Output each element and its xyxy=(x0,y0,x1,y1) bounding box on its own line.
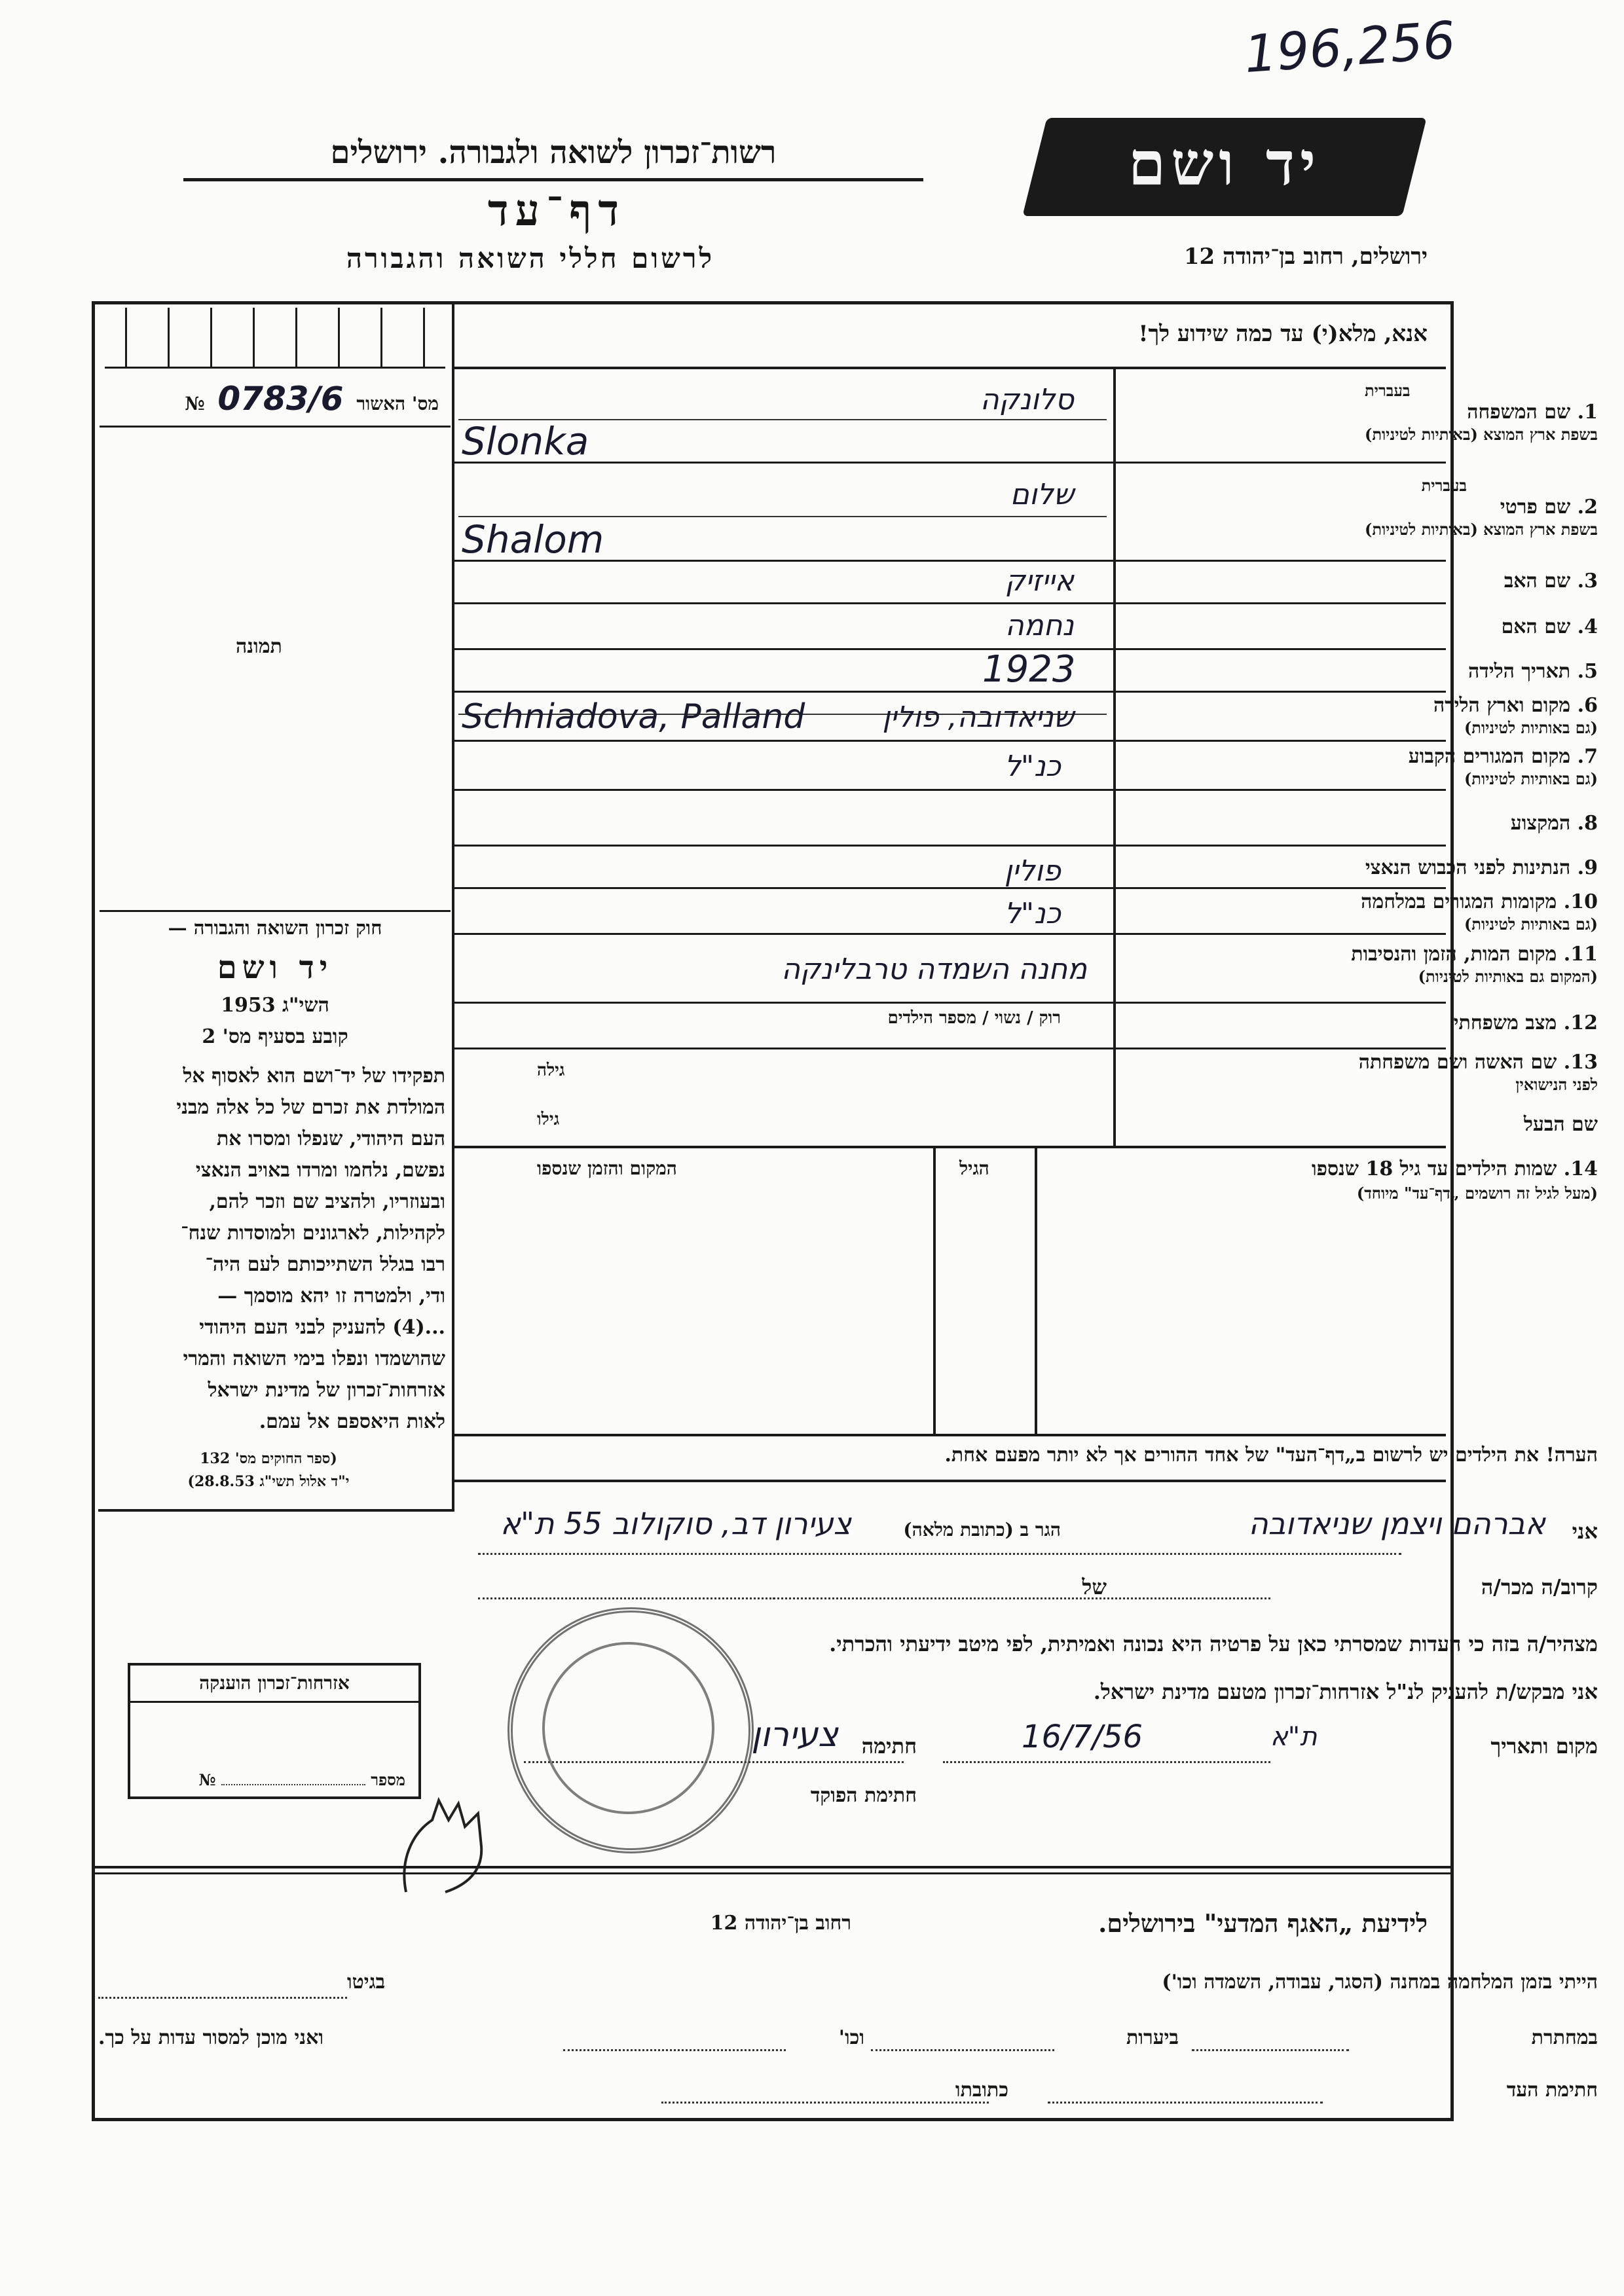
form-title: דף־עד xyxy=(487,185,626,236)
date-value: 16/7/56 xyxy=(1022,1719,1143,1755)
law-line: שהושמדו ונפלו בימי השואה והמרי xyxy=(183,1347,445,1370)
citizenship-box xyxy=(128,1663,421,1799)
children-title: 14. שמות הילדים עד גיל 18 שנספו xyxy=(1311,1157,1598,1180)
official-stamp xyxy=(507,1607,754,1853)
nationality: פולין xyxy=(1004,854,1061,888)
witness-signature-line xyxy=(1048,2102,1323,2104)
field-3-label: 3. שם האב xyxy=(1504,570,1598,592)
declarant-name: אברהם ויצמן שניאדובה xyxy=(1248,1506,1545,1541)
approval-prefix: № xyxy=(185,393,205,414)
field-8-label: 8. המקצוע xyxy=(1510,812,1598,835)
approval-row xyxy=(111,380,439,418)
husband-label: שם הבעל xyxy=(1523,1113,1598,1136)
father-name: אייזיק xyxy=(1005,564,1074,598)
citizenship-title: אזרחות־זכרון הוענקה xyxy=(130,1666,418,1703)
pointing-hand-icon xyxy=(393,1794,491,1899)
declarant-address: צעירון דב, סוקולוב 55 ת"א xyxy=(500,1506,851,1541)
law-line: העם היהודי, שנפלו ומסרו את xyxy=(216,1127,445,1150)
children-sub: (מעל לגיל זה רושמים „דף־עד" מיוחד) xyxy=(1356,1184,1598,1203)
field-10-label: 10. מקומות המגורים במלחמה (גם באותיות לטיניות) xyxy=(1361,890,1598,934)
law-name: יד ושם xyxy=(217,949,333,986)
law-line: אזרחות־זכרון של מדינת ישראל xyxy=(208,1379,445,1402)
footer-divider-2 xyxy=(92,1872,1450,1874)
note-top-divider xyxy=(452,1434,1446,1436)
tick-row xyxy=(105,308,445,369)
row-divider xyxy=(452,602,1446,604)
field-1-tag: בעברית xyxy=(1365,381,1411,400)
birthplace-latin: Schniadova, Palland xyxy=(462,697,805,737)
intro-text: אנא, מלא(י) עד כמה שידוע לך! xyxy=(1138,321,1428,347)
witness-address-line xyxy=(661,2102,989,2104)
law-line: ובעוזריו, ולהציב שם וזכר להם, xyxy=(209,1190,445,1213)
residence: כנ"ל xyxy=(1004,750,1061,783)
ready-label: ואני מוכן למסור עדות על כך. xyxy=(98,2026,324,2049)
footer-title: לידיעת „האגף המדעי" בירושלים. xyxy=(1098,1908,1428,1938)
underground-line xyxy=(1192,2049,1349,2051)
field-2-label: בעברית 2. שם פרטי בשפת ארץ המוצא (באותיות לטיניות) xyxy=(1365,476,1598,539)
field-6-label: 6. מקום וארץ הלידה (גם באותיות לטיניות) xyxy=(1433,694,1598,737)
row-divider xyxy=(452,845,1446,847)
form-subtitle: לרשום חללי השואה והגבורה xyxy=(346,242,715,274)
address-label: כתובתו xyxy=(955,2079,1008,2102)
row-divider xyxy=(452,691,1446,693)
ghetto-line xyxy=(98,1997,347,1999)
header-underline xyxy=(183,178,923,181)
law-line: המולדת את זכרם של כל אלה מבני xyxy=(176,1096,445,1119)
row-divider xyxy=(452,740,1446,742)
witness-signature-label: חתימת העד xyxy=(1506,2079,1598,2102)
row-divider xyxy=(452,1146,1446,1148)
wartime-residence: כנ"ל xyxy=(1004,897,1061,930)
of-line xyxy=(478,1597,897,1599)
signature-label: חתימה xyxy=(861,1734,917,1758)
field-7-label: 7. מקום המגורים הקבוע (גם באותיות לטיניות) xyxy=(1408,745,1598,788)
field-1-label: בעברית 1. שם המשפחה בשפת ארץ המוצא (באותיות לטיניות) xyxy=(1365,381,1598,444)
underground-label: במחתרת xyxy=(1531,2026,1598,2049)
declaration-i-label: אני xyxy=(1572,1519,1598,1544)
law-line: ...(4) להעניק לבני העם היהודי xyxy=(199,1316,445,1339)
row-divider xyxy=(452,1048,1446,1049)
field-12-label: 12. מצב משפחתי xyxy=(1453,1011,1598,1034)
wife-age-label: גילה xyxy=(537,1061,565,1080)
marital-options: רוק / נשוי / מספר הילדים xyxy=(887,1008,1061,1028)
footer-divider xyxy=(92,1866,1450,1868)
approval-divider xyxy=(100,426,451,428)
date-line xyxy=(943,1761,1270,1763)
law-line: לאות היאספם אל עמם. xyxy=(259,1410,445,1433)
label-column-divider xyxy=(1113,368,1116,1147)
etc-label: וכו' xyxy=(838,2026,864,2049)
children-age-divider xyxy=(933,1146,936,1434)
field-9-label: 9. הנתינות לפני הכבוש הנאצי xyxy=(1365,856,1598,879)
of-label: של xyxy=(1082,1575,1107,1599)
approval-number: 0783/6 xyxy=(217,380,344,418)
ghetto-label: בגיטו xyxy=(347,1971,386,1994)
authority-line: רשות־זכרון לשואה ולגבורה. ירושלים xyxy=(330,134,777,171)
law-clause: קובע בסעיף מס' 2 xyxy=(202,1025,348,1048)
children-age-col: הגיל xyxy=(959,1157,989,1179)
children-name-divider xyxy=(1035,1146,1037,1434)
note-bottom-divider xyxy=(452,1480,1446,1482)
citizenship-number-label: מספר xyxy=(371,1770,405,1789)
row-divider xyxy=(452,887,1446,889)
signature: צעירון xyxy=(751,1715,838,1755)
law-line: ודי, ולמטרה זו יהא מוסמך — xyxy=(217,1285,445,1307)
field-1-title: שם המשפחה xyxy=(1467,401,1571,424)
citizenship-number-prefix: № xyxy=(198,1770,216,1789)
field-11-label: 11. מקום המות, הזמן והנסיבות (המקום גם באותיות לטיניות) xyxy=(1351,943,1598,986)
etc-line xyxy=(563,2049,786,2051)
given-name-hebrew: שלום xyxy=(1010,478,1074,511)
children-place-col: המקום והזמן שנספו xyxy=(537,1157,677,1179)
statement: מצהיר/ה בזה כי העדות שמסרתי כאן על פרטיה היא נכונה ואמיתית, לפי מיטב ידיעתי והכרתי. xyxy=(829,1631,1598,1656)
law-line: נפשם, נלחמו ומרדו באויב הנאצי xyxy=(195,1159,445,1182)
place-value: ת"א xyxy=(1270,1722,1318,1752)
citizenship-number-row xyxy=(198,1770,405,1790)
law-source-date: י"ד אלול תשי"ג 28.8.53) xyxy=(187,1473,350,1490)
law-line: תפקידו של יד־ושם הוא לאסוף אל xyxy=(183,1065,445,1087)
given-name-latin: Shalom xyxy=(462,517,604,562)
photo-divider xyxy=(100,910,451,912)
address: ירושלים, רחוב בן־יהודה 12 xyxy=(1183,244,1428,270)
intro-divider xyxy=(452,367,1446,369)
lives-label: הגר ב (כתובת מלאה) xyxy=(903,1519,1061,1540)
forests-label: ביערות xyxy=(1126,2026,1179,2049)
law-line: לקהילות, לארגונים ולמוסדות שנח־ xyxy=(181,1222,445,1245)
row-divider xyxy=(452,789,1446,791)
death-place: מחנה השמדה טרבלינקה xyxy=(781,953,1087,986)
field-2-title: שם פרטי xyxy=(1500,496,1571,519)
note: הערה! את הילדים יש לרשום ב„דף־העד" של אחד ההורים אך לא יותר מפעם אחת. xyxy=(944,1444,1598,1467)
birthplace-hebrew: שניאדובה, פולין xyxy=(882,701,1074,734)
law-body xyxy=(105,1061,445,1438)
address-line xyxy=(478,1553,1401,1555)
field-2-sub: בשפת ארץ המוצא (באותיות לטיניות) xyxy=(1365,520,1598,539)
forests-line xyxy=(871,2049,1054,2051)
footer-address: רחוב בן־יהודה 12 xyxy=(710,1912,851,1935)
photo-label: תמונה xyxy=(236,635,282,658)
logo-text: יד ושם xyxy=(1128,128,1321,199)
surname-latin: Slonka xyxy=(462,419,589,464)
field-1-sub: בשפת ארץ המוצא (באותיות לטיניות) xyxy=(1365,425,1598,444)
surname-hebrew: סלונקה xyxy=(980,383,1074,416)
row-divider xyxy=(452,462,1446,464)
approval-label: מס' האשור xyxy=(356,393,439,414)
row-divider xyxy=(452,648,1446,650)
birth-date: 1923 xyxy=(982,648,1076,691)
law-line: רבו בגלל השתייכותם לעם היה־ xyxy=(205,1253,445,1276)
husband-age-label: גילו xyxy=(537,1110,560,1129)
place-date-label: מקום ותאריך xyxy=(1490,1734,1598,1758)
mother-name: נחמה xyxy=(1005,609,1074,642)
request: אני מבקש/ת להעניק לנ"ל אזרחות־זכרון מטעם מדינת ישראל. xyxy=(1093,1679,1598,1704)
officer-label: חתימת הפוקד xyxy=(810,1784,917,1807)
field-5-label: 5. תאריך הלידה xyxy=(1468,660,1598,683)
row-divider xyxy=(452,933,1446,935)
footer-line1: הייתי בזמן המלחמה במחנה (הסגר, עבודה, השמדה וכו') xyxy=(1162,1971,1598,1994)
archive-number: 196,256 xyxy=(1242,10,1458,85)
law-year: השי"ג 1953 xyxy=(221,994,329,1017)
relative-label: קרוב/ה מכר/ה xyxy=(1481,1575,1598,1599)
field-13-label: 13. שם האשה ושם משפחתה לפני הנישואין xyxy=(1358,1051,1598,1094)
row-divider xyxy=(452,1002,1446,1004)
field-4-label: 4. שם האם xyxy=(1501,615,1598,638)
law-source: (ספר החוקים מס' 132 xyxy=(200,1450,337,1467)
law-heading: חוק זכרון השואה והגבורה — xyxy=(168,917,382,939)
field-2-tag: בעברית xyxy=(1421,476,1467,495)
